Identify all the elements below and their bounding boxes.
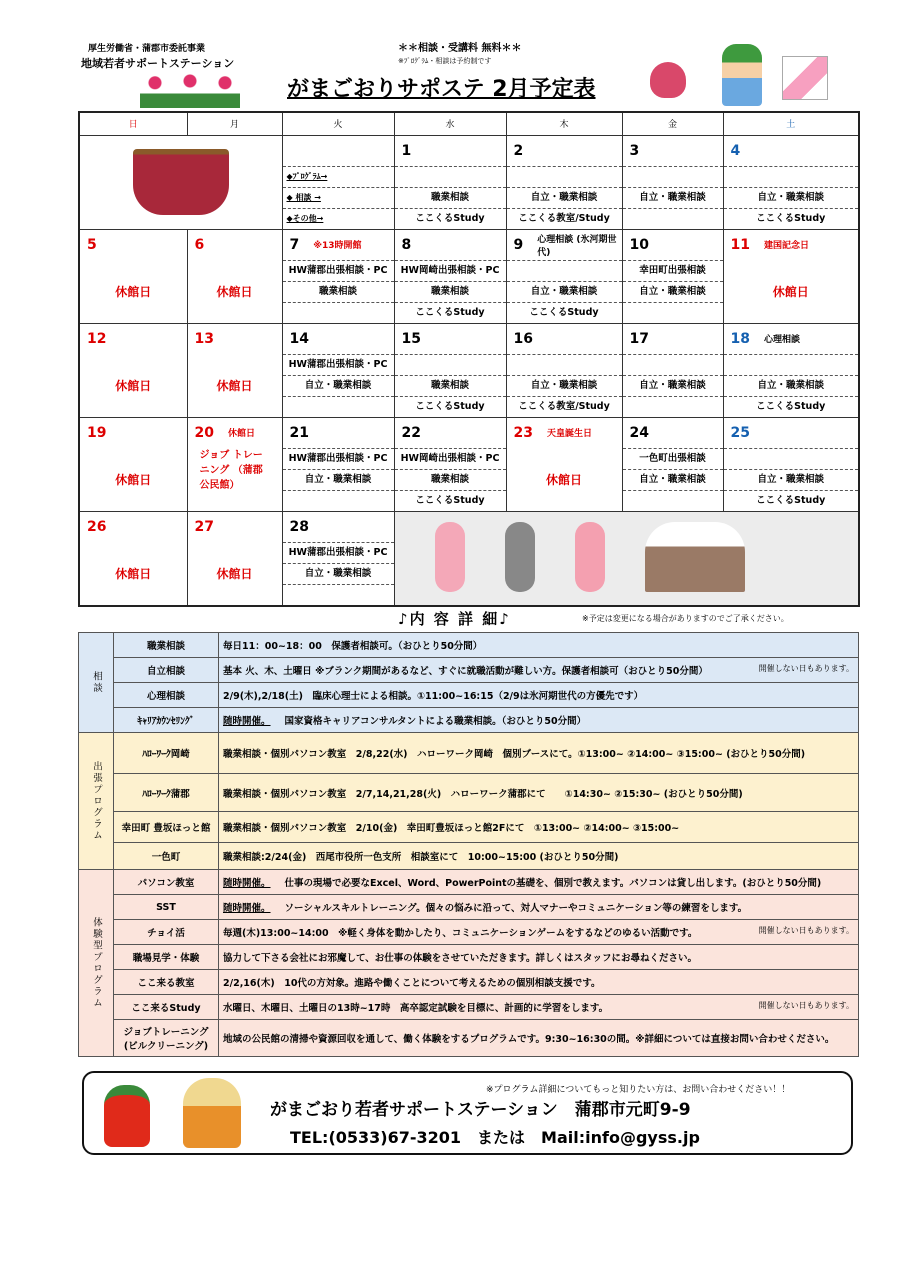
- details-row: [79, 870, 859, 895]
- program-name: ここ来るStudy: [114, 995, 219, 1020]
- day-header: [507, 136, 622, 166]
- details-group-label: 出張プログラム: [79, 733, 114, 870]
- day-header: [507, 230, 622, 260]
- details-heading: ♪内 容 詳 細♪: [398, 610, 511, 628]
- calendar-day[interactable]: [723, 417, 859, 511]
- details-row: [79, 658, 859, 683]
- day-number: 19: [87, 424, 107, 441]
- schedule-line: 自立・職業相談: [507, 187, 622, 208]
- details-row: [79, 683, 859, 708]
- calendar-day[interactable]: [79, 417, 187, 511]
- schedule-line: 自立・職業相談: [724, 375, 859, 396]
- day-note: 休館日: [227, 429, 255, 439]
- calendar-day[interactable]: [394, 135, 506, 229]
- day-header: [623, 324, 723, 354]
- schedule-line: 自立・職業相談: [283, 375, 394, 396]
- calendar-day[interactable]: [282, 229, 394, 323]
- schedule-line: 自立・職業相談: [283, 563, 394, 584]
- description-text: 基本 火、木、土曜日 ※ブランク期間があるなど、すぐに就職活動が難しい方。保護者相談可（おひとり50分間）: [223, 666, 708, 677]
- calendar-day[interactable]: [187, 229, 282, 323]
- schedule-line: [623, 208, 723, 229]
- closed-label: 休館日: [216, 284, 253, 299]
- page-title: がまごおりサポステ 2月予定表: [287, 77, 596, 102]
- day-header: [724, 418, 859, 448]
- calendar-day[interactable]: [723, 229, 859, 323]
- day-header: [80, 418, 187, 448]
- day-note: 建国記念日: [763, 241, 809, 251]
- fuku-bean-box-illustration: [183, 1078, 241, 1148]
- day-header: [80, 324, 187, 354]
- program-description: [219, 812, 859, 843]
- calendar-week: [79, 323, 859, 417]
- not-held-note: 開催しない日もあります。: [758, 664, 854, 673]
- calendar-day[interactable]: [394, 229, 506, 323]
- frog-hat-boy-illustration: [722, 44, 762, 106]
- calendar-day[interactable]: [282, 511, 394, 606]
- schedule-line: 自立・職業相談: [623, 469, 723, 490]
- day-number: 1: [401, 142, 412, 159]
- calendar-day[interactable]: [79, 323, 187, 417]
- calendar-day[interactable]: [506, 229, 622, 323]
- day-header: [507, 418, 622, 448]
- schedule-line: 自立・職業相談: [507, 281, 622, 302]
- schedule-line: ◆その他→: [283, 208, 394, 229]
- description-text: 毎週(木)13:00~14:00 ※軽く身体を動かしたり、コミュニケーションゲームをするなどのゆるい活動です。: [223, 928, 698, 939]
- program-description: [219, 774, 859, 812]
- not-held-note: 開催しない日もあります。: [758, 926, 854, 935]
- program-name: ﾊﾛｰﾜｰｸ蒲郡: [114, 774, 219, 812]
- day-note: ※13時開館: [313, 241, 362, 251]
- day-header: [395, 418, 506, 448]
- schedule-line: [395, 354, 506, 375]
- contact-info[interactable]: TEL:(0533)67-3201 または Mail:info@gyss.jp: [290, 1128, 700, 1147]
- day-header: [188, 512, 282, 542]
- program-description: [219, 633, 859, 658]
- day-number: 6: [194, 236, 205, 253]
- closed-label: 休館日: [115, 472, 152, 487]
- day-number: 11: [730, 236, 750, 253]
- day-number: 24: [629, 424, 649, 441]
- closed-label: 休館日: [772, 284, 809, 299]
- weekday-header: 水: [394, 112, 506, 135]
- schedule-line: 職業相談: [395, 281, 506, 302]
- program-description: [219, 843, 859, 870]
- winter-animals-image: [394, 511, 859, 606]
- calendar-day[interactable]: [723, 135, 859, 229]
- program-description: [219, 945, 859, 970]
- day-number: 5: [87, 236, 97, 253]
- program-name: ジョブトレーニング (ビルクリーニング): [114, 1020, 219, 1057]
- closed-label: 休館日: [216, 566, 253, 581]
- program-description: [219, 970, 859, 995]
- description-text: 国家資格キャリアコンサルタントによる職業相談。（おひとり50分間）: [284, 716, 587, 727]
- calendar-day[interactable]: [506, 323, 622, 417]
- program-name: 自立相談: [114, 658, 219, 683]
- details-row: [79, 995, 859, 1020]
- schedule-line: HW岡崎出張相談・PC: [395, 260, 506, 281]
- day-number: 12: [87, 330, 107, 347]
- day-number: 14: [289, 330, 309, 347]
- program-name: 職場見学・体験: [114, 945, 219, 970]
- day-header: [188, 230, 282, 260]
- schedule-line: 職業相談: [395, 187, 506, 208]
- program-description: [219, 895, 859, 920]
- weekday-header: 日: [79, 112, 187, 135]
- day-number: 21: [289, 424, 309, 441]
- program-description: [219, 920, 859, 945]
- calendar-day[interactable]: [506, 135, 622, 229]
- program-name: ｷｬﾘｱｶｳﾝｾﾘﾝｸﾞ: [114, 708, 219, 733]
- program-description: [219, 708, 859, 733]
- description-text: 職業相談・個別パソコン教室 2/7,14,21,28(火) ハローワーク蒲郡にて ①14:30~ ②15:30~ (おひとり50分間): [223, 788, 743, 800]
- day-header: [283, 324, 394, 354]
- description-text: 職業相談・個別パソコン教室 2/8,22(水) ハローワーク岡崎 個別ブースにて。①13:00~ ②14:00~ ③15:00~ (おひとり50分間): [223, 749, 806, 760]
- day-header: [188, 418, 282, 448]
- description-text: 協力して下さる会社にお邪魔して、お仕事の体験をさせていただきます。詳しくはスタッフにお尋ねください。: [223, 953, 698, 964]
- day-number: 2: [513, 142, 524, 159]
- schedule-line: ◆ﾌﾟﾛｸﾞﾗﾑ→: [283, 166, 394, 187]
- red-oni-illustration: [104, 1085, 150, 1147]
- calendar-day[interactable]: [187, 323, 282, 417]
- day-header: [283, 418, 394, 448]
- schedule-line: [623, 396, 723, 417]
- schedule-line: HW蒲郡出張相談・PC: [283, 260, 394, 281]
- day-number: 27: [194, 518, 214, 535]
- weekday-header: 土: [723, 112, 859, 135]
- details-notice: ※予定は変更になる場合がありますのでご了承ください。: [582, 614, 789, 623]
- day-header: [283, 512, 394, 542]
- job-training-note: ジョブ トレーニング （蒲郡公民館）: [199, 449, 263, 491]
- description-text: 職業相談:2/24(金) 西尾市役所一色支所 相談室にて 10:00~15:00 (おひとり50分間): [223, 852, 619, 863]
- day-number: 16: [513, 330, 533, 347]
- program-description: [219, 995, 859, 1020]
- day-header: [283, 230, 394, 260]
- schedule-line: [623, 490, 723, 511]
- kotatsu-cat-illustration: [133, 149, 229, 215]
- calendar-week: [79, 417, 859, 511]
- schedule-line: HW蒲郡出張相談・PC: [283, 542, 394, 563]
- description-text: 毎日11：00~18：00 保護者相談可。（おひとり50分間）: [223, 641, 483, 652]
- love-letter-illustration: [782, 56, 828, 100]
- details-group-label: 体験型プログラム: [79, 870, 114, 1057]
- day-header: [188, 324, 282, 354]
- schedule-line: 自立・職業相談: [623, 375, 723, 396]
- day-header: [724, 324, 859, 354]
- schedule-line: HW蒲郡出張相談・PC: [283, 354, 394, 375]
- description-text: ソーシャルスキルトレーニング。個々の悩みに沿って、対人マナーやコミュニケーション等の練習をします。: [284, 903, 748, 914]
- weekday-header: 月: [187, 112, 282, 135]
- day-number: 8: [401, 236, 412, 253]
- kotatsu-cat-image: [79, 135, 282, 229]
- day-header: [623, 418, 723, 448]
- calendar-day[interactable]: [622, 323, 723, 417]
- details-row: [79, 1020, 859, 1057]
- not-held-note: 開催しない日もあります。: [758, 1001, 854, 1010]
- details-row: [79, 895, 859, 920]
- closed-label: 休館日: [115, 566, 152, 581]
- calendar-day[interactable]: [394, 323, 506, 417]
- day-number: 7: [289, 236, 300, 253]
- day-header: [507, 324, 622, 354]
- schedule-line: ここくるStudy: [395, 302, 506, 323]
- schedule-line: ここくるStudy: [395, 208, 506, 229]
- calendar-week: [79, 511, 859, 606]
- closed-label: 休館日: [115, 378, 152, 393]
- heart-box-illustration: [650, 62, 686, 98]
- weekday-header: 火: [282, 112, 394, 135]
- program-name: 職業相談: [114, 633, 219, 658]
- day-header: [623, 136, 723, 166]
- schedule-line: 職業相談: [283, 281, 394, 302]
- schedule-line: HW蒲郡出張相談・PC: [283, 448, 394, 469]
- program-description: [219, 683, 859, 708]
- schedule-line: 一色町出張相談: [623, 448, 723, 469]
- weekday-header: 金: [622, 112, 723, 135]
- schedule-line: [507, 354, 622, 375]
- anytime-label: 随時開催。: [223, 878, 271, 889]
- weekday-header: 木: [506, 112, 622, 135]
- day-number: 13: [194, 330, 214, 347]
- description-text: 2/9(木),2/18(土) 臨床心理士による相談。①11:00~16:15（2/9は氷河期世代の方優先です）: [223, 691, 644, 702]
- calendar-day[interactable]: [282, 417, 394, 511]
- day-header: [724, 230, 859, 260]
- schedule-line: 自立・職業相談: [623, 281, 723, 302]
- schedule-line: 自立・職業相談: [724, 469, 859, 490]
- day-header: [283, 136, 394, 166]
- description-text: 職業相談・個別パソコン教室 2/10(金) 幸田町豊坂ほっと館2Fにて ①13:00~ ②14:00~ ③15:00~: [223, 823, 680, 834]
- schedule-line: [283, 584, 394, 605]
- day-note: 心理相談: [763, 335, 800, 345]
- schedule-line: [507, 166, 622, 187]
- program-name: 一色町: [114, 843, 219, 870]
- program-name: ここ来る教室: [114, 970, 219, 995]
- day-number: 23: [513, 424, 533, 441]
- closed-label: 休館日: [216, 378, 253, 393]
- schedule-line: [724, 166, 859, 187]
- details-row: [79, 843, 859, 870]
- schedule-line: ここくるStudy: [724, 208, 859, 229]
- schedule-line: 幸田町出張相談: [623, 260, 723, 281]
- day-number: 10: [629, 236, 649, 253]
- anytime-label: 随時開催。: [223, 903, 271, 914]
- details-table: [78, 632, 859, 1057]
- closed-label: 休館日: [115, 284, 152, 299]
- skating-animals-illustration: [395, 512, 859, 602]
- details-row: [79, 733, 859, 774]
- calendar-day[interactable]: [79, 229, 187, 323]
- day-header: [80, 512, 187, 542]
- program-name: ﾊﾛｰﾜｰｸ岡崎: [114, 733, 219, 774]
- details-row: [79, 812, 859, 843]
- schedule-line: ここくるStudy: [395, 396, 506, 417]
- schedule-line: [724, 448, 859, 469]
- schedule-line: [623, 354, 723, 375]
- day-number: 17: [629, 330, 649, 347]
- details-row: [79, 708, 859, 733]
- calendar-day[interactable]: [79, 511, 187, 606]
- day-note: 天皇誕生日: [546, 429, 592, 439]
- schedule-line: [724, 354, 859, 375]
- description-text: 仕事の現場で必要なExcel、Word、PowerPointの基礎を、個別で教えます。パソコンは貸し出します。(おひとり50分間): [284, 878, 822, 889]
- schedule-line: [623, 302, 723, 323]
- day-header: [80, 230, 187, 260]
- details-group-label: 相談: [79, 633, 114, 733]
- calendar-day[interactable]: [622, 417, 723, 511]
- schedule-line: [395, 166, 506, 187]
- day-number: 26: [87, 518, 107, 535]
- schedule-line: 自立・職業相談: [724, 187, 859, 208]
- flowers-illustration: [140, 72, 240, 108]
- calendar: [78, 111, 860, 607]
- schedule-line: ここくるStudy: [507, 302, 622, 323]
- description-text: 地域の公民館の清掃や資源回収を通して、働く体験をするプログラムです。9:30~16:30の間。※詳細については直接お問い合わせください。: [223, 1034, 835, 1045]
- schedule-line: [507, 260, 622, 281]
- schedule-line: [623, 166, 723, 187]
- program-description: [219, 870, 859, 895]
- schedule-line: ここくる教室/Study: [507, 396, 622, 417]
- calendar-day[interactable]: [282, 135, 394, 229]
- day-header: [395, 136, 506, 166]
- calendar-day[interactable]: [506, 417, 622, 511]
- day-number: 4: [730, 142, 741, 159]
- schedule-line: 職業相談: [395, 469, 506, 490]
- calendar-day[interactable]: [723, 323, 859, 417]
- station-name-address: がまごおり若者サポートステーション 蒲郡市元町9-9: [270, 1100, 691, 1120]
- day-header: [395, 230, 506, 260]
- closed-label: 休館日: [545, 472, 582, 487]
- day-header: [623, 230, 723, 260]
- contact-note: ※プログラム詳細についてもっと知りたい方は、お問い合わせください！！: [486, 1085, 791, 1095]
- schedule-line: ここくるStudy: [724, 396, 859, 417]
- day-number: 28: [289, 518, 309, 535]
- schedule-line: 職業相談: [395, 375, 506, 396]
- details-row: [79, 633, 859, 658]
- schedule-line: ここくるStudy: [724, 490, 859, 511]
- org-name: 地域若者サポートステーション: [81, 57, 235, 70]
- anytime-label: 随時開催。: [223, 716, 271, 727]
- details-row: [79, 970, 859, 995]
- program-name: チョイ活: [114, 920, 219, 945]
- program-name: SST: [114, 895, 219, 920]
- org-sponsor: 厚生労働省・蒲郡市委託事業: [88, 44, 206, 54]
- schedule-line: 自立・職業相談: [623, 187, 723, 208]
- day-number: 18: [730, 330, 750, 347]
- program-description: [219, 1020, 859, 1057]
- day-header: [395, 324, 506, 354]
- schedule-line: [283, 396, 394, 417]
- schedule-line: HW岡崎出張相談・PC: [395, 448, 506, 469]
- schedule-line: ◆ 相談 →: [283, 187, 394, 208]
- day-number: 22: [401, 424, 421, 441]
- program-name: 幸田町 豊坂ほっと館: [114, 812, 219, 843]
- details-row: [79, 945, 859, 970]
- schedule-line: [283, 302, 394, 323]
- program-name: パソコン教室: [114, 870, 219, 895]
- calendar-week: [79, 135, 859, 229]
- calendar-day[interactable]: [187, 511, 282, 606]
- schedule-line: 自立・職業相談: [507, 375, 622, 396]
- fee-notice: ＊＊相談・受講料 無料＊＊: [398, 43, 522, 54]
- program-description: [219, 658, 859, 683]
- day-number: 9: [513, 236, 524, 253]
- day-number: 20: [194, 424, 214, 441]
- schedule-line: ここくるStudy: [395, 490, 506, 511]
- calendar-week: [79, 229, 859, 323]
- reservation-notice: ※ﾌﾟﾛｸﾞﾗﾑ・相談は予約制です: [398, 57, 492, 65]
- calendar-day[interactable]: [394, 417, 506, 511]
- calendar-day[interactable]: [282, 323, 394, 417]
- day-number: 25: [730, 424, 750, 441]
- description-text: 2/2,16(木) 10代の方対象。進路や働くことについて考えるための個別相談支援です。: [223, 978, 601, 989]
- calendar-day[interactable]: [622, 229, 723, 323]
- program-description: [219, 733, 859, 774]
- schedule-line: ここくる教室/Study: [507, 208, 622, 229]
- schedule-line: 自立・職業相談: [283, 469, 394, 490]
- day-note: 心理相談 (氷河期世代): [537, 234, 617, 258]
- calendar-day[interactable]: [187, 417, 282, 511]
- program-name: 心理相談: [114, 683, 219, 708]
- day-header: [724, 136, 859, 166]
- details-row: [79, 920, 859, 945]
- calendar-day[interactable]: [622, 135, 723, 229]
- schedule-line: [283, 490, 394, 511]
- details-row: [79, 774, 859, 812]
- day-number: 15: [401, 330, 421, 347]
- description-text: 水曜日、木曜日、土曜日の13時~17時 高卒認定試験を目標に、計画的に学習をします。: [223, 1003, 609, 1014]
- day-number: 3: [629, 142, 640, 159]
